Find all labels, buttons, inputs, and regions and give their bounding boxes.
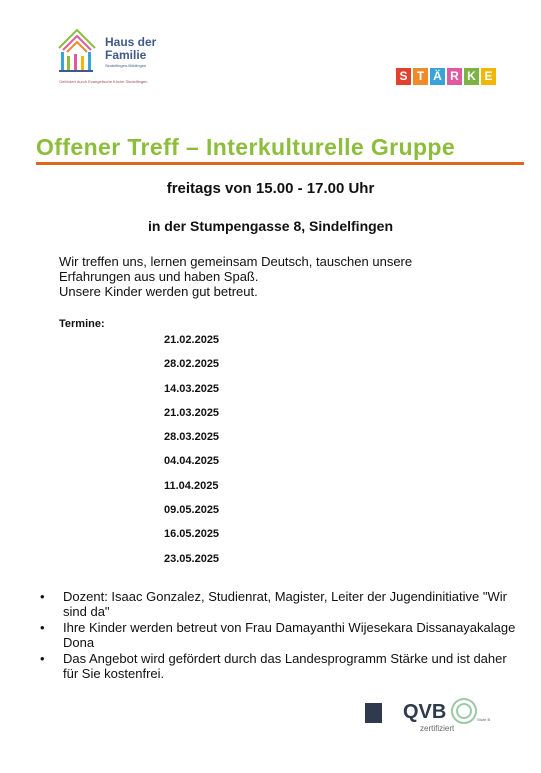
starke-letter: K <box>464 68 479 85</box>
starke-letter: R <box>447 68 462 85</box>
logo-subtitle: Sindelfingen-Böblingen <box>105 63 147 68</box>
info-list-item: • Dozent: Isaac Gonzalez, Studienrat, Magister, Leiter der Jugendinitiative "Wir sind da" <box>40 589 520 619</box>
page-title: Offener Treff – Interkulturelle Gruppe <box>36 134 456 160</box>
date-item: 21.02.2025 <box>164 334 220 346</box>
logo-wordmark <box>105 36 156 62</box>
intro-paragraph: Wir treffen uns, lernen gemeinsam Deutsch, tauschen unsere Erfahrungen aus und haben Spaß. <box>59 254 413 284</box>
date-item: 28.03.2025 <box>164 431 220 444</box>
starke-letter: Ä <box>430 68 445 85</box>
starke-letter: T <box>413 68 428 85</box>
event-location: in der Stumpengasse 8, Sindelfingen <box>147 218 394 234</box>
date-item: 23.05.2025 <box>164 552 220 565</box>
starke-letter: E <box>481 68 496 85</box>
date-item: 16.05.2025 <box>164 528 220 541</box>
haus-der-familie-logo <box>55 26 195 96</box>
date-item: 04.04.2025 <box>164 455 220 468</box>
date-item: 28.02.2025 <box>164 358 220 371</box>
logo-line-1: Haus der <box>105 35 157 49</box>
info-list <box>40 589 520 682</box>
event-time: freitags von 15.00 - 17.00 Uhr <box>166 180 375 197</box>
logo-line-2: Familie <box>105 48 147 62</box>
intro-text <box>59 254 499 299</box>
certification-logos <box>365 697 505 737</box>
info-list-item: • Ihre Kinder werden betreut von Frau Damayanthi Wijesekara Dissanayakalage Dona <box>40 620 520 650</box>
title-underline <box>36 162 524 165</box>
house-logo-icon <box>55 26 100 74</box>
dates-list <box>164 333 219 576</box>
cert-badge-icon <box>365 703 382 723</box>
date-item: 14.03.2025 <box>164 382 220 395</box>
date-item: 21.03.2025 <box>164 406 220 419</box>
date-item: 11.04.2025 <box>164 479 219 492</box>
qvb-level: Stufe B <box>477 717 491 722</box>
starke-letter: S <box>396 68 411 85</box>
info-list-item: • Das Angebot wird gefördert durch das Landesprogramm Stärke und ist daher für Sie kostenfrei. <box>40 651 520 681</box>
qvb-ring-icon <box>449 697 479 725</box>
intro-paragraph: Unsere Kinder werden gut betreut. <box>59 284 258 299</box>
qvb-logo: QVB <box>403 701 447 723</box>
date-item: 09.05.2025 <box>164 504 220 517</box>
qvb-zertifiziert: zertifiziert <box>420 724 455 733</box>
logo-footer: Gefördert durch Evangelische Kirche Sindelfingen <box>59 79 148 84</box>
starke-logo <box>396 68 496 87</box>
termine-label: Termine: <box>59 318 105 330</box>
